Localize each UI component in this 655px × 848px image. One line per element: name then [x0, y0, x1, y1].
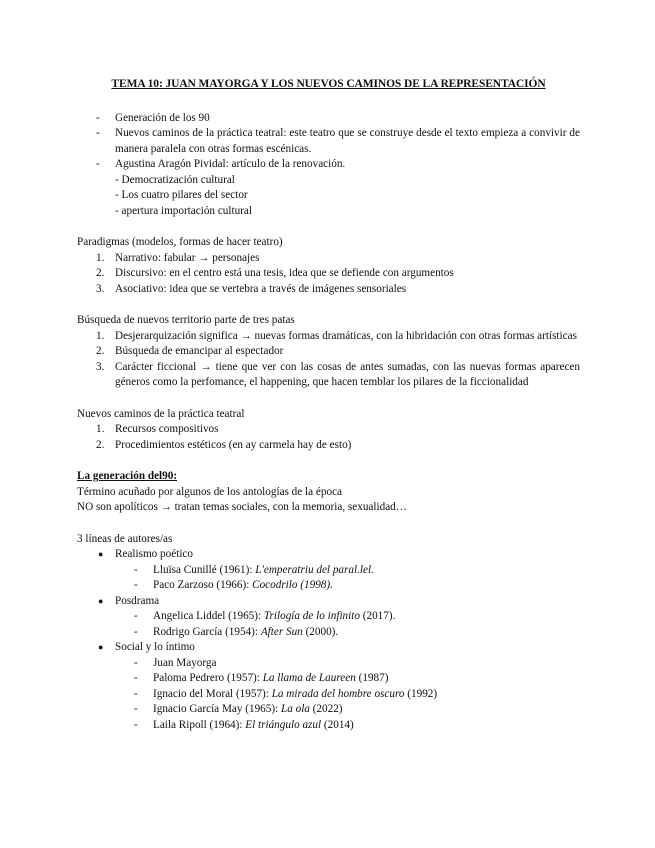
- work-year: (1992): [404, 687, 438, 700]
- bullet-marker: ●: [98, 549, 104, 559]
- bullet-marker: ●: [98, 595, 104, 606]
- dash-marker: -: [134, 687, 138, 700]
- group-item: [77, 547, 580, 563]
- list-item: [77, 157, 580, 173]
- item-text: Carácter ficcional → tiene que ver con las cosas de antes sumadas, con las nuevas formas aparecen géneros como la perfomance, el happening, que hacen temblar los pilares de la ficcionalidad: [115, 360, 580, 388]
- work-year: (2000).: [302, 625, 339, 638]
- author-item: [77, 563, 580, 579]
- author-item: [77, 625, 580, 641]
- item-text: Búsqueda de emancipar al espectador: [115, 345, 284, 357]
- dash-marker: -: [134, 672, 138, 684]
- dash-marker: -: [134, 656, 138, 669]
- work-title: Cocodrilo (1998).: [252, 579, 333, 591]
- item-text: Recursos compositivos: [115, 423, 219, 435]
- page-title: TEMA 10: JUAN MAYORGA Y LOS NUEVOS CAMINOS DE LA REPRESENTACIÓN: [111, 78, 546, 90]
- paradigmas-list: [77, 251, 580, 298]
- sub-item: - Los cuatro pilares del sector: [115, 189, 248, 201]
- author-item: [77, 718, 580, 734]
- number-marker: 1.: [96, 423, 105, 435]
- sub-item: - apertura importación cultural: [115, 204, 252, 217]
- number-marker: 3.: [96, 360, 105, 373]
- number-marker: 3.: [96, 282, 105, 295]
- work-title: La llama de Laureen: [262, 672, 356, 684]
- author-item: [77, 687, 580, 703]
- sub-item: - Democratización cultural: [115, 173, 235, 186]
- list-item: [77, 282, 580, 298]
- number-marker: 2.: [96, 267, 105, 279]
- dash-marker: -: [96, 111, 100, 124]
- number-marker: 2.: [96, 345, 105, 357]
- list-item: [77, 344, 580, 360]
- work-year: (2014): [321, 718, 354, 731]
- intro-list: [77, 111, 580, 220]
- paragraph: NO son apolíticos → tratan temas sociales, con la memoria, sexualidad…: [77, 501, 407, 513]
- author-name: Juan Mayorga: [153, 656, 217, 669]
- list-item: [77, 329, 580, 345]
- author-name: Lluïsa Cunillé (1961):: [153, 563, 256, 576]
- busqueda-list: [77, 329, 580, 391]
- work-title: La mirada del hombre oscuro: [271, 687, 405, 700]
- item-text: Discursivo: en el centro está una tesis, idea que se defiende con argumentos: [115, 267, 454, 279]
- work-year: (2022): [309, 703, 343, 715]
- number-marker: 1.: [96, 329, 105, 342]
- dash-marker: -: [96, 127, 100, 139]
- paragraph: Término acuñado por algunos de los antologías de la época: [77, 485, 342, 498]
- author-item: [77, 702, 580, 718]
- item-text: Agustina Aragón Pividal: artículo de la renovación.: [115, 158, 346, 170]
- section-heading: 3 líneas de autores/as: [77, 532, 173, 545]
- author-item: [77, 656, 580, 672]
- item-text: Procedimientos estéticos (en ay carmela hay de esto): [115, 438, 352, 451]
- work-title: Trilogía de lo infinito: [263, 610, 360, 622]
- list-item: [77, 111, 580, 127]
- work-title: La ola: [280, 703, 310, 715]
- dash-marker: -: [96, 158, 100, 170]
- list-item: [77, 360, 580, 391]
- list-item: [77, 266, 580, 282]
- nuevos-list: [77, 422, 580, 453]
- list-item: [77, 422, 580, 438]
- section-heading: Paradigmas (modelos, formas de hacer teatro): [77, 236, 283, 248]
- dash-marker: -: [134, 703, 138, 715]
- author-item: [77, 578, 580, 594]
- work-title: L'emperatriu del paral.lel.: [255, 563, 374, 576]
- author-name: Angelica Liddel (1965):: [153, 610, 264, 622]
- group-name: Social y lo íntimo: [115, 641, 195, 653]
- author-name: Ignacio García May (1965):: [153, 703, 281, 715]
- author-name: Ignacio del Moral (1957):: [153, 687, 272, 700]
- list-item: [77, 126, 580, 157]
- work-title: After Sun: [260, 625, 303, 638]
- work-title: El triángulo azul: [245, 718, 322, 731]
- dash-marker: -: [134, 579, 138, 591]
- dash-marker: -: [134, 563, 138, 576]
- group-item: [77, 594, 580, 610]
- lineas-list: [77, 547, 580, 733]
- author-name: Paco Zarzoso (1966):: [153, 579, 253, 591]
- number-marker: 2.: [96, 438, 105, 451]
- group-item: [77, 640, 580, 656]
- item-text: Narrativo: fabular → personajes: [115, 251, 260, 264]
- author-item: [77, 609, 580, 625]
- dash-marker: -: [134, 610, 138, 622]
- item-text: Asociativo: idea que se vertebra a través de imágenes sensoriales: [115, 282, 407, 295]
- item-text: Generación de los 90: [115, 111, 210, 124]
- number-marker: 1.: [96, 251, 105, 264]
- work-year: (2017).: [359, 610, 396, 622]
- author-name: Laila Ripoll (1964):: [153, 718, 246, 731]
- author-item: [77, 671, 580, 687]
- item-text: Desjerarquización significa → nuevas formas dramáticas, con la hibridación con otras formas artísticas: [115, 329, 577, 342]
- list-item: [77, 251, 580, 267]
- author-name: Rodrigo García (1954):: [153, 625, 261, 638]
- group-name: Posdrama: [115, 594, 160, 607]
- dash-marker: -: [134, 625, 138, 638]
- generacion-heading: La generación del90:: [77, 470, 178, 482]
- section-heading: Nuevos caminos de la práctica teatral: [77, 407, 245, 420]
- dash-marker: -: [134, 718, 138, 731]
- list-item: [77, 438, 580, 454]
- author-name: Paloma Pedrero (1957):: [153, 672, 263, 684]
- section-heading: Búsqueda de nuevos territorio parte de tres patas: [77, 314, 295, 326]
- work-year: (1987): [355, 672, 389, 684]
- group-name: Realismo poético: [115, 548, 193, 560]
- bullet-marker: ●: [98, 642, 104, 652]
- item-text: Nuevos caminos de la práctica teatral: este teatro que se construye desde el texto empieza a convivir de manera paralela con otras formas escénicas.: [115, 127, 580, 155]
